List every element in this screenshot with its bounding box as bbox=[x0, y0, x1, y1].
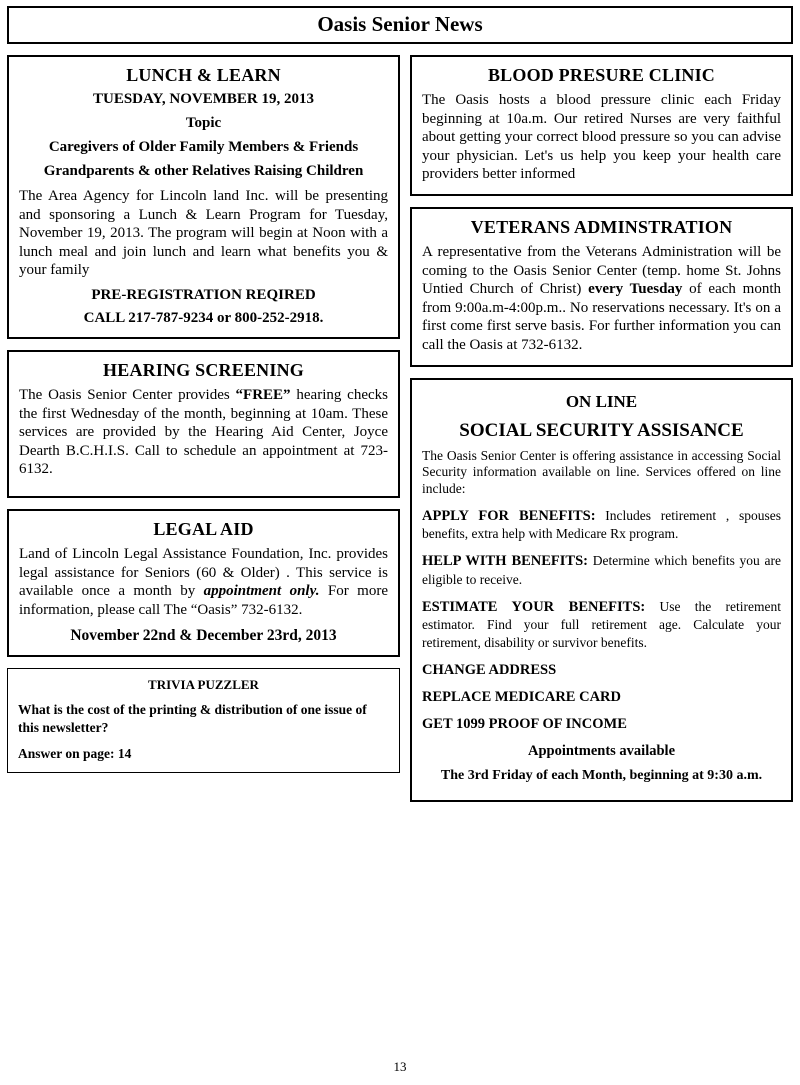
lunch-learn-preregistration: PRE-REGISTRATION REQIRED bbox=[91, 286, 316, 303]
ss-item-label: REPLACE MEDICARE CARD bbox=[422, 689, 621, 706]
section-hearing-screening bbox=[7, 350, 400, 498]
veterans-body-post: of each month from 9:00a.m-4:00p.m.. No reservations necessary. It's on a first come first serve basis. For further information you can call the Oasis at 732-6132. bbox=[422, 281, 781, 353]
ss-item-label: HELP WITH BENEFITS: bbox=[422, 553, 588, 570]
social-security-item bbox=[422, 715, 781, 733]
social-security-item bbox=[422, 552, 781, 588]
ss-item-label: ESTIMATE YOUR BENEFITS: bbox=[422, 598, 646, 615]
lunch-learn-title: LUNCH & LEARN bbox=[126, 65, 281, 85]
legal-title: LEGAL AID bbox=[153, 518, 254, 539]
hearing-body-post: hearing checks the first Wednesday of the month, beginning at 10am. These services are provided by the Hearing Aid Center, Joyce Dearth B.C.H.I.S. Call to schedule an appointment at 723-6132. bbox=[19, 386, 388, 478]
social-security-title-line2: SOCIAL SECURITY ASSISANCE bbox=[459, 419, 744, 441]
section-veterans-administration bbox=[410, 207, 793, 367]
social-security-appointments: Appointments available bbox=[527, 743, 676, 760]
newsletter-header bbox=[7, 6, 793, 44]
lunch-learn-body: The Area Agency for Lincoln land Inc. will be presenting and sponsoring a Lunch & Learn Program for Tuesday, November 19, 2013. The program will begin at Noon with a lunch meal and join lunch and learn what benefits you & your family bbox=[19, 188, 388, 279]
left-column bbox=[7, 55, 400, 784]
lunch-learn-topic-line2: Grandparents & other Relatives Raising Children bbox=[43, 163, 364, 179]
veterans-title: VETERANS ADMINSTRATION bbox=[470, 216, 733, 237]
social-security-item bbox=[422, 598, 781, 652]
veterans-body bbox=[422, 243, 781, 355]
legal-body-post: For more information, please call The “Oasis” 732-6132. bbox=[19, 583, 388, 618]
social-security-title-line1: ON LINE bbox=[565, 391, 638, 411]
trivia-title: TRIVIA PUZZLER bbox=[148, 677, 259, 693]
social-security-intro: The Oasis Senior Center is offering assistance in accessing Social Security information available on line. Services offered on line include: bbox=[422, 447, 781, 497]
ss-item-text: Use the retirement estimator. Find your full retirement age. Calculate your retirement, disability or survivor benefits. bbox=[422, 598, 781, 650]
right-column bbox=[410, 55, 793, 813]
lunch-learn-topic-line1: Caregivers of Older Family Members & Friends bbox=[48, 139, 359, 155]
section-blood-pressure-clinic bbox=[410, 55, 793, 196]
lunch-learn-date: TUESDAY, NOVEMBER 19, 2013 bbox=[92, 91, 314, 107]
trivia-answer-pointer: Answer on page: 14 bbox=[18, 746, 132, 762]
social-security-schedule: The 3rd Friday of each Month, beginning at 9:30 a.m. bbox=[440, 768, 763, 784]
ss-item-text: Determine which benefits you are eligible to receive. bbox=[422, 553, 782, 587]
veterans-body-pre: A representative from the Veterans Administration will be coming to the Oasis Senior Center (temp. home St. Johns Untied Church of Christ) bbox=[422, 243, 781, 298]
trivia-question: What is the cost of the printing & distribution of one issue of this newsletter? bbox=[18, 702, 367, 735]
blood-pressure-body: The Oasis hosts a blood pressure clinic each Friday beginning at 10a.m. Our retired Nurses are very faithful about getting your correct blood pressure so you can advise your physician. Let's us help you keep your health care providers better informed bbox=[422, 92, 781, 183]
ss-item-label: CHANGE ADDRESS bbox=[422, 662, 557, 679]
hearing-title: HEARING SCREENING bbox=[103, 359, 304, 380]
section-legal-aid bbox=[7, 509, 400, 657]
hearing-body bbox=[19, 386, 388, 479]
page-title: Oasis Senior News bbox=[317, 12, 483, 36]
section-lunch-learn bbox=[7, 55, 400, 339]
section-social-security bbox=[410, 378, 793, 803]
hearing-body-bold: “FREE” bbox=[235, 386, 291, 403]
legal-body-bold: appointment only. bbox=[203, 583, 320, 600]
lunch-learn-call: CALL 217-787-9234 or 800-252-2918. bbox=[83, 309, 324, 326]
section-trivia-puzzler bbox=[7, 668, 400, 773]
social-security-item bbox=[422, 688, 781, 706]
ss-item-label: GET 1099 PROOF OF INCOME bbox=[422, 716, 627, 733]
lunch-learn-topic-label: Topic bbox=[185, 115, 222, 131]
social-security-item bbox=[422, 661, 781, 679]
blood-pressure-title: BLOOD PRESURE CLINIC bbox=[487, 65, 716, 85]
hearing-body-pre: The Oasis Senior Center provides bbox=[19, 386, 236, 403]
legal-body-pre: Land of Lincoln Legal Assistance Foundation, Inc. provides legal assistance for Seniors (60 & Older) . This service is available once a month by bbox=[19, 545, 388, 600]
legal-dates: November 22nd & December 23rd, 2013 bbox=[70, 627, 337, 645]
social-security-item bbox=[422, 507, 781, 543]
ss-item-text: Includes retirement , spouses benefits, extra help with Medicare Rx program. bbox=[422, 508, 781, 542]
veterans-body-bold: every Tuesday bbox=[588, 281, 683, 298]
ss-item-label: APPLY FOR BENEFITS: bbox=[422, 508, 596, 525]
legal-body bbox=[19, 545, 388, 619]
page-number: 13 bbox=[393, 1059, 407, 1074]
